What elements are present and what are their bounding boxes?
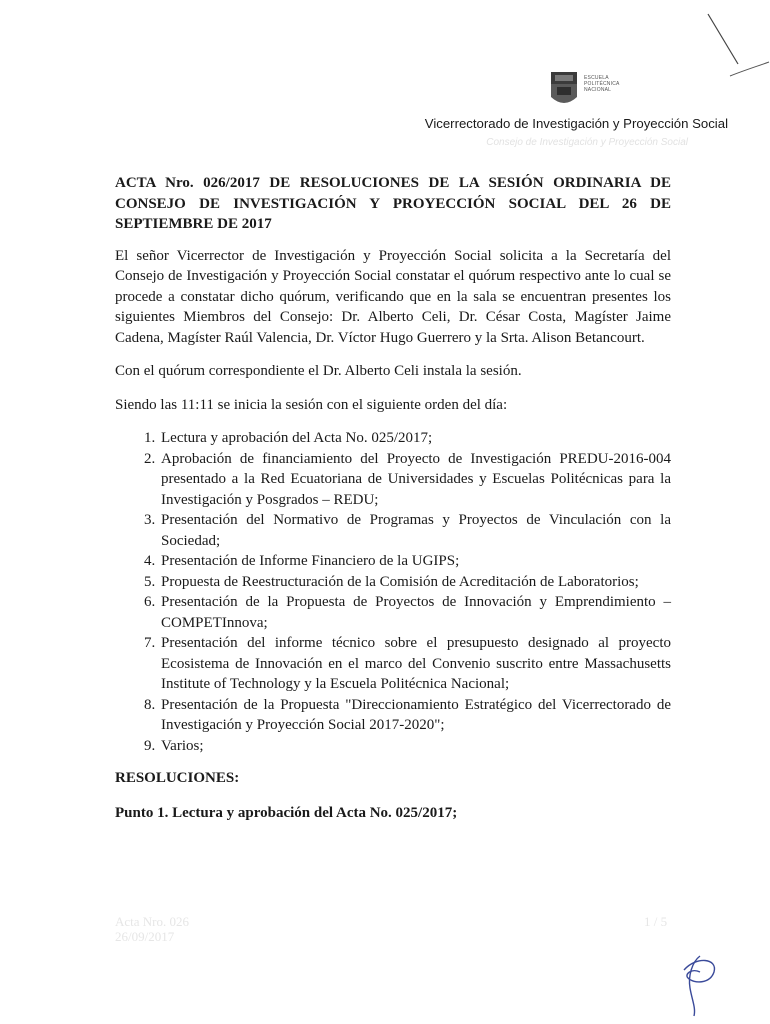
institution-logo [549, 71, 661, 115]
paragraph-agenda-intro: Siendo las 11:11 se inicia la sesión con el siguiente orden del día: [115, 396, 508, 413]
agenda-item: 3. Presentación del Normativo de Programas y Proyectos de Vinculación con la Sociedad; [159, 510, 671, 551]
paragraph-installation: Con el quórum correspondiente el Dr. Alberto Celi instala la sesión. [115, 363, 522, 379]
agenda-item: 4. Presentación de Informe Financiero de la UGIPS; [159, 551, 671, 572]
footer-page-number: 1 / 5 [644, 914, 668, 929]
agenda-item: 6. Presentación de la Propuesta de Proyectos de Innovación y Emprendimiento – COMPETInnova; [159, 592, 671, 633]
agenda-item: 8. Presentación de la Propuesta "Direccionamiento Estratégico del Vicerrectorado de Investigación y Proyección Social 2017-2020"; [159, 695, 671, 736]
document-body [115, 173, 671, 837]
header-title: Vicerrectorado de Investigación y Proyección Social [424, 116, 728, 131]
agenda-item: 9. Varios; [159, 736, 671, 757]
point-1-heading: Punto 1. Lectura y aprobación del Acta No. 025/2017; [115, 804, 458, 821]
document-title: ACTA Nro. 026/2017 DE RESOLUCIONES DE LA SESIÓN ORDINARIA DE CONSEJO DE INVESTIGACIÓN Y PROYECCIÓN SOCIAL DEL 26 DE SEPTIEMBRE DE 2017 [115, 175, 671, 232]
agenda-list [115, 428, 671, 756]
agenda-item: 2. Aprobación de financiamiento del Proyecto de Investigación PREDU-2016-004 presentado a la Red Ecuatoriana de Universidades y Escuelas Politécnicas para la Investigación y Posgrados – REDU; [159, 449, 671, 511]
agenda-item: 1. Lectura y aprobación del Acta No. 025/2017; [159, 428, 671, 449]
handwritten-initial [670, 948, 730, 1018]
paragraph-quorum: El señor Vicerrector de Investigación y Proyección Social solicita a la Secretaría del Consejo de Investigación y Proyección Social constatar el quórum respectivo ante lo cual se procede a constatar dicho quórum, verificando que en la sala se encuentran presentes los siguientes Miembros del Consejo: Dr. Alberto Celi, Dr. César Costa, Magíster Jaime Cadena, Magíster Raúl Valencia, Dr. Víctor Hugo Guerrero y la Srta. Alison Betancourt. [115, 247, 671, 346]
resolutions-heading: RESOLUCIONES: [115, 770, 240, 786]
footer-acta-reference [115, 914, 189, 944]
shield-icon [549, 71, 579, 111]
footer-date: 26/09/2017 [115, 929, 175, 944]
agenda-item: 5. Propuesta de Reestructuración de la Comisión de Acreditación de Laboratorios; [159, 572, 671, 593]
footer-acta-number: Acta Nro. 026 [115, 914, 190, 929]
agenda-item: 7. Presentación del informe técnico sobre el presupuesto designado al proyecto Ecosistema de Innovación en el marco del Convenio suscrito entre Massachusetts Institute of Technology y la Escuela Politécnica Nacional; [159, 633, 671, 695]
corner-pen-mark [690, 0, 770, 90]
logo-text: ESCUELA POLITÉCNICA NACIONAL [584, 75, 620, 93]
header-subtitle: Consejo de Investigación y Proyección Social [486, 137, 688, 148]
